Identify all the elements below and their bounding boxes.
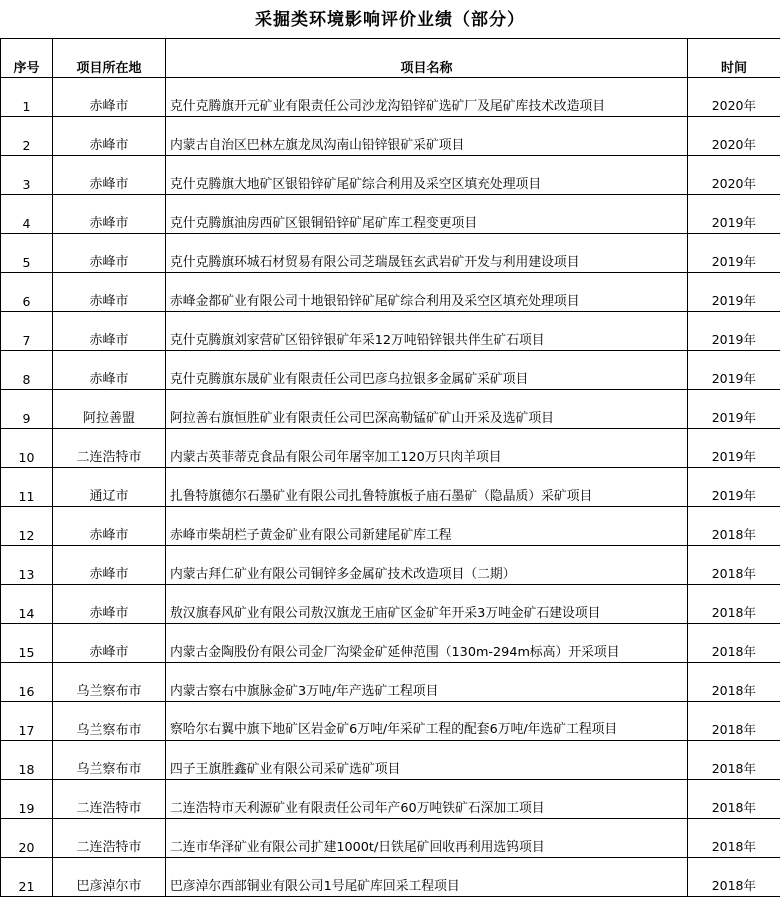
table-body xyxy=(1,78,780,897)
row-project-name: 克什克腾旗开元矿业有限责任公司沙龙沟铅锌矿选矿厂及尾矿库技术改造项目 xyxy=(166,78,688,117)
row-location: 二连浩特市 xyxy=(53,780,166,819)
row-location: 赤峰市 xyxy=(53,351,166,390)
table-row xyxy=(1,546,780,585)
row-seq: 14 xyxy=(1,585,53,624)
row-seq: 13 xyxy=(1,546,53,585)
row-location: 巴彦淖尔市 xyxy=(53,858,166,897)
row-time: 2018年 xyxy=(688,585,780,624)
row-time: 2018年 xyxy=(688,741,780,780)
header-location: 项目所在地 xyxy=(53,39,166,78)
row-seq: 11 xyxy=(1,468,53,507)
row-time: 2018年 xyxy=(688,663,780,702)
row-location: 赤峰市 xyxy=(53,585,166,624)
table-row xyxy=(1,312,780,351)
row-time: 2018年 xyxy=(688,780,780,819)
row-time: 2018年 xyxy=(688,546,780,585)
row-seq: 18 xyxy=(1,741,53,780)
row-time: 2019年 xyxy=(688,312,780,351)
row-project-name: 内蒙古金陶股份有限公司金厂沟梁金矿延伸范围（130m-294m标高）开采项目 xyxy=(166,624,688,663)
row-time: 2020年 xyxy=(688,156,780,195)
row-seq: 17 xyxy=(1,702,53,741)
page-title: 采掘类环境影响评价业绩（部分） xyxy=(0,0,780,38)
row-project-name: 内蒙古英菲蒂克食品有限公司年屠宰加工120万只肉羊项目 xyxy=(166,429,688,468)
row-seq: 6 xyxy=(1,273,53,312)
row-time: 2018年 xyxy=(688,819,780,858)
row-location: 二连浩特市 xyxy=(53,819,166,858)
row-project-name: 赤峰金都矿业有限公司十地银铅锌矿尾矿综合利用及采空区填充处理项目 xyxy=(166,273,688,312)
table-row xyxy=(1,390,780,429)
row-time: 2018年 xyxy=(688,858,780,897)
row-project-name: 克什克腾旗东晟矿业有限责任公司巴彦乌拉银多金属矿采矿项目 xyxy=(166,351,688,390)
row-location: 赤峰市 xyxy=(53,78,166,117)
header-time: 时间 xyxy=(688,39,780,78)
row-seq: 2 xyxy=(1,117,53,156)
row-time: 2019年 xyxy=(688,195,780,234)
table-row xyxy=(1,663,780,702)
row-seq: 3 xyxy=(1,156,53,195)
row-project-name: 四子王旗胜鑫矿业有限公司采矿选矿项目 xyxy=(166,741,688,780)
row-location: 通辽市 xyxy=(53,468,166,507)
row-time: 2020年 xyxy=(688,117,780,156)
table-row xyxy=(1,624,780,663)
row-project-name: 内蒙古自治区巴林左旗龙凤沟南山铅锌银矿采矿项目 xyxy=(166,117,688,156)
row-seq: 16 xyxy=(1,663,53,702)
table-row xyxy=(1,468,780,507)
table-row xyxy=(1,351,780,390)
table-row xyxy=(1,195,780,234)
row-seq: 15 xyxy=(1,624,53,663)
row-time: 2018年 xyxy=(688,507,780,546)
row-time: 2019年 xyxy=(688,390,780,429)
table-row xyxy=(1,78,780,117)
row-location: 阿拉善盟 xyxy=(53,390,166,429)
table-row xyxy=(1,858,780,897)
row-project-name: 巴彦淖尔西部铜业有限公司1号尾矿库回采工程项目 xyxy=(166,858,688,897)
row-project-name: 内蒙古拜仁矿业有限公司铜锌多金属矿技术改造项目（二期） xyxy=(166,546,688,585)
row-location: 赤峰市 xyxy=(53,507,166,546)
row-project-name: 二连市华泽矿业有限公司扩建1000t/日铁尾矿回收再利用选钨项目 xyxy=(166,819,688,858)
row-project-name: 敖汉旗春风矿业有限公司敖汉旗龙王庙矿区金矿年开采3万吨金矿石建设项目 xyxy=(166,585,688,624)
row-location: 乌兰察布市 xyxy=(53,663,166,702)
row-project-name: 赤峰市柴胡栏子黄金矿业有限公司新建尾矿库工程 xyxy=(166,507,688,546)
header-seq: 序号 xyxy=(1,39,53,78)
row-location: 赤峰市 xyxy=(53,156,166,195)
row-location: 赤峰市 xyxy=(53,546,166,585)
row-location: 赤峰市 xyxy=(53,195,166,234)
row-time: 2019年 xyxy=(688,468,780,507)
row-seq: 12 xyxy=(1,507,53,546)
row-location: 二连浩特市 xyxy=(53,429,166,468)
row-time: 2019年 xyxy=(688,273,780,312)
row-seq: 20 xyxy=(1,819,53,858)
row-location: 赤峰市 xyxy=(53,234,166,273)
table-row xyxy=(1,585,780,624)
table-row xyxy=(1,507,780,546)
row-project-name: 克什克腾旗刘家营矿区铅锌银矿年采12万吨铅锌银共伴生矿石项目 xyxy=(166,312,688,351)
row-seq: 1 xyxy=(1,78,53,117)
table-row xyxy=(1,780,780,819)
row-seq: 10 xyxy=(1,429,53,468)
row-location: 赤峰市 xyxy=(53,117,166,156)
row-project-name: 阿拉善右旗恒胜矿业有限责任公司巴深高勒锰矿矿山开采及选矿项目 xyxy=(166,390,688,429)
row-project-name: 克什克腾旗油房西矿区银铜铅锌矿尾矿库工程变更项目 xyxy=(166,195,688,234)
header-row xyxy=(1,39,780,78)
row-seq: 19 xyxy=(1,780,53,819)
table-row xyxy=(1,429,780,468)
row-project-name: 察哈尔右翼中旗下地矿区岩金矿6万吨/年采矿工程的配套6万吨/年选矿工程项目 xyxy=(166,702,688,741)
row-time: 2019年 xyxy=(688,429,780,468)
row-time: 2018年 xyxy=(688,702,780,741)
row-project-name: 克什克腾旗大地矿区银铅锌矿尾矿综合利用及采空区填充处理项目 xyxy=(166,156,688,195)
row-seq: 21 xyxy=(1,858,53,897)
header-name: 项目名称 xyxy=(166,39,688,78)
table-row xyxy=(1,117,780,156)
row-location: 乌兰察布市 xyxy=(53,702,166,741)
row-time: 2018年 xyxy=(688,624,780,663)
projects-table xyxy=(0,38,780,897)
row-project-name: 克什克腾旗环城石材贸易有限公司芝瑞晟钰玄武岩矿开发与利用建设项目 xyxy=(166,234,688,273)
row-seq: 4 xyxy=(1,195,53,234)
table-row xyxy=(1,234,780,273)
table-row xyxy=(1,156,780,195)
row-location: 乌兰察布市 xyxy=(53,741,166,780)
row-project-name: 内蒙古察右中旗脉金矿3万吨/年产选矿工程项目 xyxy=(166,663,688,702)
row-seq: 5 xyxy=(1,234,53,273)
row-location: 赤峰市 xyxy=(53,312,166,351)
row-location: 赤峰市 xyxy=(53,273,166,312)
table-row xyxy=(1,741,780,780)
row-time: 2019年 xyxy=(688,234,780,273)
row-seq: 9 xyxy=(1,390,53,429)
table-row xyxy=(1,702,780,741)
row-project-name: 扎鲁特旗德尔石墨矿业有限公司扎鲁特旗板子庙石墨矿（隐晶质）采矿项目 xyxy=(166,468,688,507)
row-time: 2019年 xyxy=(688,351,780,390)
row-seq: 8 xyxy=(1,351,53,390)
row-time: 2020年 xyxy=(688,78,780,117)
table-row xyxy=(1,819,780,858)
table-row xyxy=(1,273,780,312)
row-seq: 7 xyxy=(1,312,53,351)
row-location: 赤峰市 xyxy=(53,624,166,663)
row-project-name: 二连浩特市天利源矿业有限责任公司年产60万吨铁矿石深加工项目 xyxy=(166,780,688,819)
